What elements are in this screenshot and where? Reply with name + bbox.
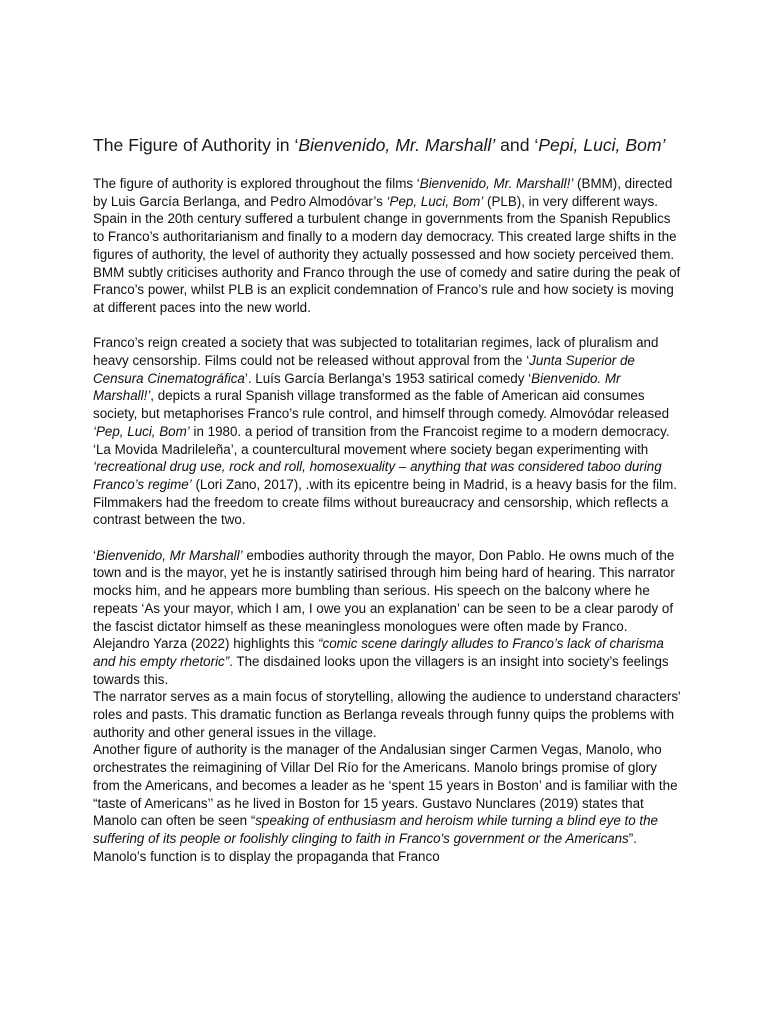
text-run: (BMM), directed by Luis García Berlanga, and Pedro Almodóvar’s bbox=[93, 176, 673, 209]
italic-text-run: Bienvenido, Mr. Marshall!’ bbox=[419, 176, 574, 191]
document-body bbox=[93, 175, 683, 865]
italic-text-run: ‘Pep, Luci, Bom’ bbox=[386, 193, 484, 209]
text-run: ‘ bbox=[93, 547, 96, 563]
text-run: and ‘ bbox=[495, 135, 539, 155]
text-run: The Figure of Authority in ‘ bbox=[93, 135, 299, 155]
italic-text-run: speaking of enthusiasm and heroism while turning a blind eye to the suffering of its people or foolishly clinging to faith in Franco's government or the Americans bbox=[93, 813, 659, 846]
text-run: (Lori Zano, 2017), .with its epicentre being in Madrid, is a heavy basis for the film. Filmmakers had the freedom to create films without bureaucracy and censorship, which reflects a contrast between the two. bbox=[93, 476, 678, 528]
paragraph bbox=[93, 741, 683, 865]
italic-text-run: Junta Superior de Censura Cinematográfica bbox=[93, 353, 635, 386]
text-run: The figure of authority is explored throughout the films ‘ bbox=[93, 176, 420, 191]
italic-text-run: Pepi, Luci, Bom’ bbox=[538, 135, 666, 155]
italic-text-run: Bienvenido, Mr Marshall’ bbox=[95, 547, 243, 563]
text-run: ’. Luís García Berlanga’s 1953 satirical comedy ‘ bbox=[244, 370, 532, 386]
text-run: Franco’s reign created a society that was subjected to totalitarian regimes, lack of pluralism and heavy censorship. Films could not be released without approval from the ‘ bbox=[93, 335, 659, 369]
document-page bbox=[93, 133, 683, 865]
italic-text-run: Bienvenido, Mr. Marshall’ bbox=[298, 135, 496, 155]
italic-text-run: Bienvenido. Mr Marshall!’ bbox=[93, 370, 621, 404]
document-title bbox=[93, 133, 683, 157]
text-run: (PLB), in very different ways. Spain in the 20th century suffered a turbulent change in governments from the Spanish Republics to Franco’s authoritarianism and finally to a modern day democracy. This created large shifts in the figures of authority, the level of authority they actually possessed and how society perceived them. BMM subtly criticises authority and Franco through the use of comedy and satire during the peak of Franco’s power, whilst PLB is an explicit condemnation of Franco’s rule and how society is moving at different paces into the new world. bbox=[93, 193, 681, 315]
text-run: , depicts a rural Spanish village transformed as the fable of American aid consumes society, but metaphorises Franco’s rule control, and himself through comedy. Almovódar released bbox=[93, 388, 670, 422]
text-run: The narrator serves as a main focus of storytelling, allowing the audience to understand characters' roles and pasts. This dramatic function as Berlanga reveals through funny quips the problems with authority and other general issues in the village. bbox=[93, 689, 681, 740]
text-run: . The disdained looks upon the villagers is an insight into society’s feelings towards this. bbox=[93, 653, 669, 687]
text-run: in 1980. a period of transition from the Francoist regime to a modern democracy. ‘La Movida Madrileleña’, a countercultural movement where society began experimenting with bbox=[93, 423, 670, 457]
paragraph bbox=[93, 688, 683, 741]
text-run: ”. Manolo’s function is to display the propaganda that Franco bbox=[93, 830, 637, 864]
paragraph bbox=[93, 175, 683, 317]
text-run: embodies authority through the mayor, Don Pablo. He owns much of the town and is the mayor, yet he is instantly satirised through him being hard of hearing. This narrator mocks him, and he appears more bumbling than serious. His speech on the balcony where he repeats ‘As your mayor, which I am, I owe you an explanation’ can be seen to be a clear parody of the fascist dictator himself as these meaningless monologues were often made by Franco. Alejandro Yarza (2022) highlights this bbox=[93, 547, 675, 652]
text-run: Another figure of authority is the manager of the Andalusian singer Carmen Vegas, Manolo, who orchestrates the reimagining of Villar Del Río for the Americans. Manolo brings promise of glory from the Americans, and becomes a leader as he ‘spent 15 years in Boston’ and is familiar with the “taste of Americans’’ as he lived in Boston for 15 years. Gustavo Nunclares (2019) states that Manolo can often be seen “ bbox=[93, 742, 678, 829]
italic-text-run: ‘recreational drug use, rock and roll, homosexuality – anything that was considered taboo during Franco’s regime’ bbox=[93, 459, 662, 492]
paragraph bbox=[93, 334, 683, 529]
italic-text-run: ‘Pep, Luci, Bom’ bbox=[93, 423, 190, 439]
italic-text-run: “comic scene daringly alludes to Franco’s lack of charisma and his empty rhetoric” bbox=[93, 636, 664, 669]
paragraph bbox=[93, 547, 683, 689]
